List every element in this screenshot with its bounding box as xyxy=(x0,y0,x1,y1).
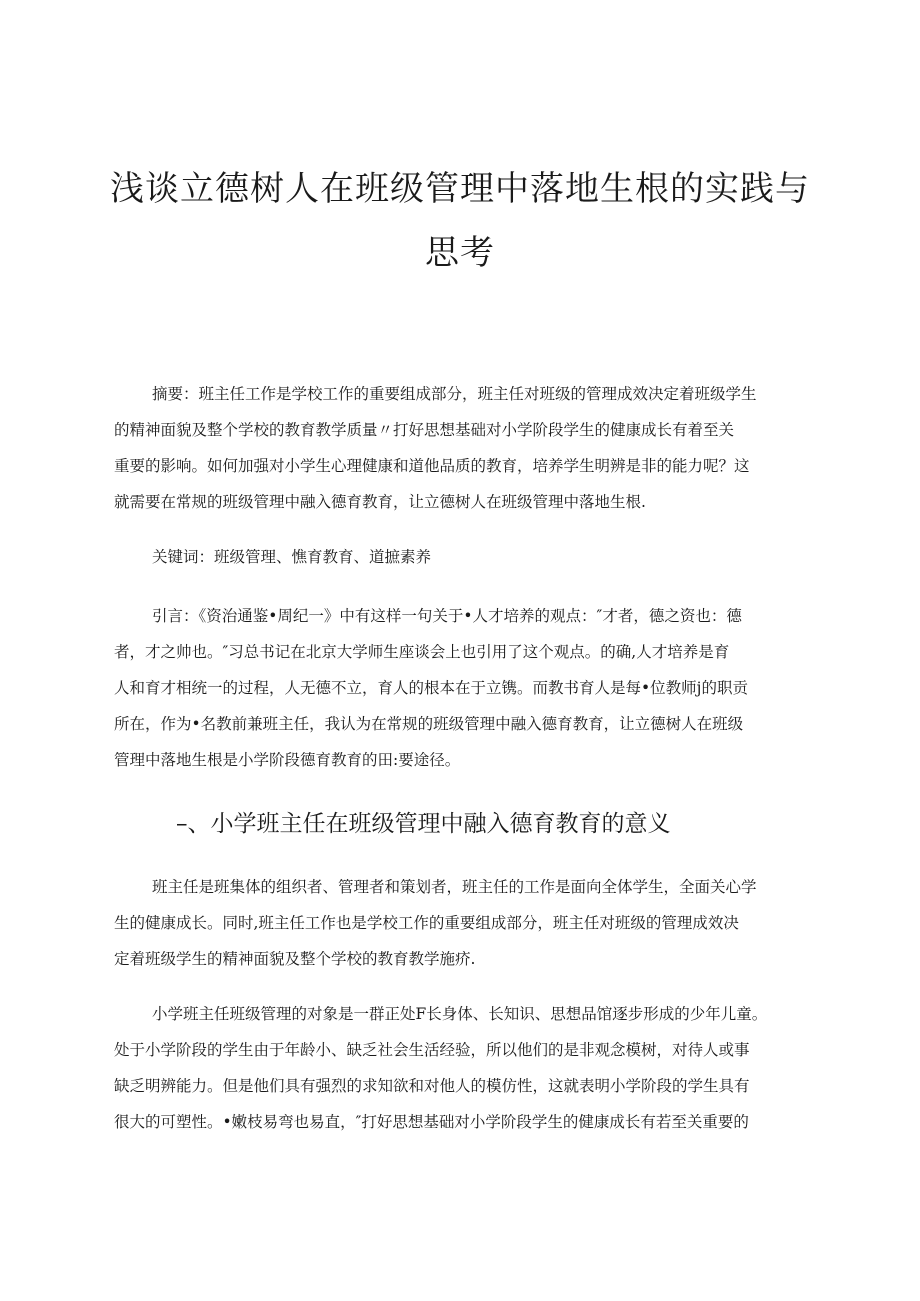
section-1-heading: –、小学班主任在班级管理中融入德育教育的意义 xyxy=(176,811,671,837)
introduction-line: 所在，作为•名教前兼班主任，我认为在常规的班级管理中融入德育教育，让立德树人在班级 xyxy=(114,715,744,733)
introduction-line: 管理中落地生根是小学阶段德育教育的田:要途径。 xyxy=(114,751,461,769)
abstract-line: 就需要在常规的班级管理中融入德育教育，让立德树人在班级管理中落地生根. xyxy=(114,493,646,511)
abstract-line: 的精神面貌及整个学校的教育教学质量〃打好思想基础对小学阶段学生的健康成长有着至关 xyxy=(114,421,735,439)
abstract-line: 重要的影响。如何加强对小学生心理健康和道他品质的教育，培养学生明辨是非的能力呢？这 xyxy=(114,457,750,475)
abstract-line: 摘要：班主任工作是学校工作的重要组成部分，班主任对班级的管理成效决定着班级学生 xyxy=(152,385,757,403)
paragraph-line: 定着班级学生的精神面貌及整个学校的教育教学施疥. xyxy=(114,950,476,968)
paragraph-line: 班主任是班集体的组织者、管理者和策划者，班主任的工作是面向全体学生，全面关心学 xyxy=(152,878,757,896)
paragraph-line: 很大的可塑性。•嫩枝易弯也易直，″打好思想基础对小学阶段学生的健康成长有若至关重要的 xyxy=(114,1113,749,1131)
paragraph-line: 小学班主任班级管理的对象是一群正处F长身体、长知识、思想品馆逐步形成的少年儿童。 xyxy=(152,1005,768,1023)
introduction-line: 引言：《资治通鉴•周纪一》中有这样一句关于•人才培养的观点：″才者，德之资也：德 xyxy=(152,607,742,625)
section-1-paragraph-2 xyxy=(114,996,814,1140)
document-title-line-2: 思考 xyxy=(425,233,495,273)
keywords-paragraph xyxy=(114,539,814,575)
abstract-paragraph xyxy=(114,376,814,520)
introduction-line: 者，才之帅也。″习总书记在北京大学师生座谈会上也引用了这个观点。的确,人才培养是育 xyxy=(114,643,730,661)
introduction-line: 人和育才相统一的过程，人无德不立，育人的根本在于立镌。而教书育人是每•位教师j的职贡 xyxy=(114,679,748,697)
document-title-line-1: 浅谈立德树人在班级管理中落地生根的实践与 xyxy=(110,169,810,209)
section-1-paragraph-1 xyxy=(114,869,814,977)
keywords-line: 关键词：班级管理、憔育教育、道摭素养 xyxy=(152,548,432,566)
paragraph-line: 处于小学阶段的学生由于年龄小、缺乏社会生活经验，所以他们的是非观念模树，对待人或事 xyxy=(114,1041,750,1059)
paragraph-line: 缺乏明辨能力。但是他们具有强烈的求知欲和对他人的模仿性，这就表明小学阶段的学生具有 xyxy=(114,1077,750,1095)
paragraph-line: 生的健康成长。同时,班主任工作也是学校工作的重要组成部分，班主任对班级的管理成效决 xyxy=(114,914,739,932)
introduction-paragraph xyxy=(114,598,814,778)
